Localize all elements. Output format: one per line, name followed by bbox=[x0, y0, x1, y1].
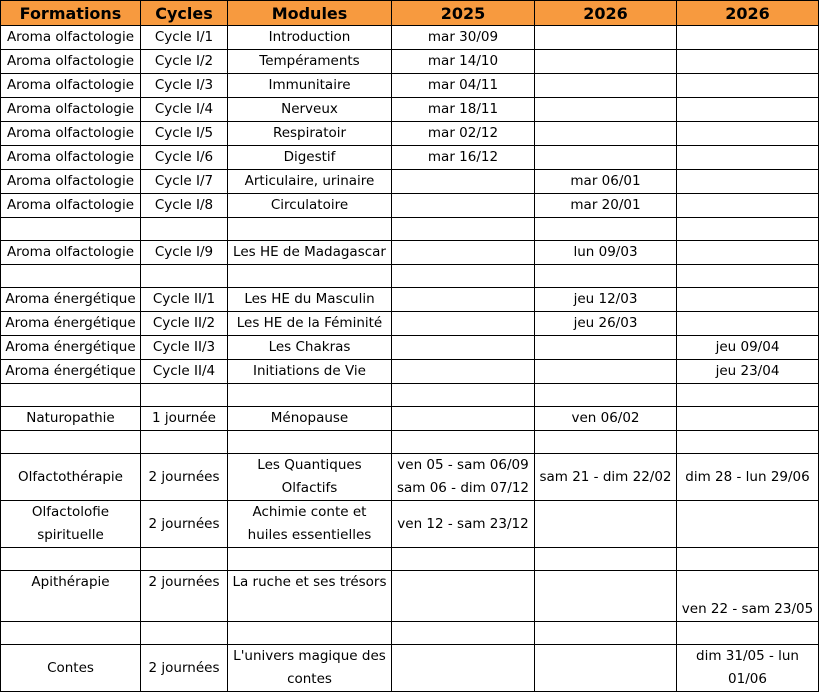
header-row bbox=[1, 1, 819, 26]
empty-cell bbox=[677, 384, 819, 407]
cell-cycle: Cycle II/4 bbox=[141, 360, 228, 384]
cell-module: Circulatoire bbox=[228, 194, 392, 218]
cell-2026-b bbox=[677, 26, 819, 50]
table-row bbox=[1, 26, 819, 50]
cell-cycle: Cycle I/6 bbox=[141, 146, 228, 170]
cell-line: dim 28 - lun 29/06 bbox=[685, 468, 810, 485]
cell-cycle: Cycle II/3 bbox=[141, 336, 228, 360]
cell-2026-a bbox=[535, 74, 677, 98]
table-row bbox=[1, 241, 819, 265]
spacer-row bbox=[1, 622, 819, 645]
cell-formation: Aroma énergétique bbox=[1, 288, 141, 312]
cell-line: ven 12 - sam 23/12 bbox=[397, 515, 529, 532]
empty-cell bbox=[535, 548, 677, 571]
empty-cell bbox=[228, 431, 392, 454]
cell-2025 bbox=[392, 454, 535, 501]
cell-line: dim 31/05 - lun bbox=[696, 648, 799, 664]
cell-line: Olfactolofie bbox=[31, 504, 110, 520]
cell-2026-a: jeu 26/03 bbox=[535, 312, 677, 336]
cell-2026-b bbox=[677, 454, 819, 501]
cell-2026-a bbox=[535, 98, 677, 122]
cell-2026-a: mar 06/01 bbox=[535, 170, 677, 194]
empty-cell bbox=[228, 622, 392, 645]
cell-2026-b: jeu 09/04 bbox=[677, 336, 819, 360]
schedule-body bbox=[1, 26, 819, 692]
cell-2026-a bbox=[535, 645, 677, 692]
cell-cycle: Cycle I/8 bbox=[141, 194, 228, 218]
cell-cycle: Cycle I/2 bbox=[141, 50, 228, 74]
cell-2025 bbox=[392, 241, 535, 265]
cell-2026-a: mar 20/01 bbox=[535, 194, 677, 218]
spacer-row bbox=[1, 548, 819, 571]
empty-cell bbox=[677, 265, 819, 288]
cell-line: ven 05 - sam 06/09 bbox=[397, 457, 529, 473]
cell-2026-a bbox=[535, 571, 677, 622]
cell-formation: Aroma olfactologie bbox=[1, 50, 141, 74]
table-row bbox=[1, 407, 819, 431]
empty-cell bbox=[228, 384, 392, 407]
cell-formation bbox=[1, 645, 141, 692]
empty-cell bbox=[141, 431, 228, 454]
cell-module: Immunitaire bbox=[228, 74, 392, 98]
cell-2026-b bbox=[677, 170, 819, 194]
table-row bbox=[1, 312, 819, 336]
cell-module bbox=[228, 645, 392, 692]
cell-2026-a: lun 09/03 bbox=[535, 241, 677, 265]
table-row bbox=[1, 501, 819, 548]
empty-cell bbox=[141, 218, 228, 241]
cell-2025 bbox=[392, 336, 535, 360]
cell-module: Les Chakras bbox=[228, 336, 392, 360]
cell-2026-b bbox=[677, 122, 819, 146]
cell-formation: Aroma énergétique bbox=[1, 312, 141, 336]
cell-module: Respiratoir bbox=[228, 122, 392, 146]
table-row bbox=[1, 194, 819, 218]
cell-2026-b bbox=[677, 645, 819, 692]
cell-2026-b bbox=[677, 312, 819, 336]
cell-2026-b bbox=[677, 194, 819, 218]
table-row bbox=[1, 571, 819, 622]
empty-cell bbox=[392, 548, 535, 571]
cell-line: sam 06 - dim 07/12 bbox=[396, 480, 530, 496]
table-row bbox=[1, 146, 819, 170]
empty-cell bbox=[1, 622, 141, 645]
cell-formation: Aroma olfactologie bbox=[1, 194, 141, 218]
empty-cell bbox=[1, 384, 141, 407]
table-row bbox=[1, 645, 819, 692]
empty-cell bbox=[392, 384, 535, 407]
cell-2025 bbox=[392, 501, 535, 548]
empty-cell bbox=[1, 431, 141, 454]
empty-cell bbox=[1, 265, 141, 288]
cell-cycle: 2 journées bbox=[141, 454, 228, 501]
cell-2026-b bbox=[677, 98, 819, 122]
empty-cell bbox=[1, 218, 141, 241]
header-2026-a: 2026 bbox=[535, 1, 677, 26]
cell-formation: Aroma olfactologie bbox=[1, 146, 141, 170]
cell-2026-b bbox=[677, 74, 819, 98]
empty-cell bbox=[228, 218, 392, 241]
cell-formation: Aroma énergétique bbox=[1, 336, 141, 360]
table-row bbox=[1, 336, 819, 360]
cell-cycle: Cycle I/9 bbox=[141, 241, 228, 265]
header-modules: Modules bbox=[228, 1, 392, 26]
cell-line: 01/06 bbox=[728, 671, 767, 687]
cell-module: La ruche et ses trésors bbox=[228, 571, 392, 622]
cell-cycle: Cycle II/1 bbox=[141, 288, 228, 312]
table-row bbox=[1, 170, 819, 194]
cell-module: Digestif bbox=[228, 146, 392, 170]
cell-2026-a bbox=[535, 26, 677, 50]
cell-cycle: 2 journées bbox=[141, 571, 228, 622]
cell-cycle: 2 journées bbox=[141, 501, 228, 548]
cell-formation: Aroma olfactologie bbox=[1, 74, 141, 98]
cell-line: Olfactifs bbox=[281, 480, 338, 496]
spacer-row bbox=[1, 384, 819, 407]
header-formations: Formations bbox=[1, 1, 141, 26]
cell-2026-b bbox=[677, 288, 819, 312]
cell-cycle: Cycle I/5 bbox=[141, 122, 228, 146]
empty-cell bbox=[392, 431, 535, 454]
table-row bbox=[1, 454, 819, 501]
empty-cell bbox=[535, 265, 677, 288]
cell-2026-b bbox=[677, 146, 819, 170]
table-row bbox=[1, 288, 819, 312]
cell-2025: mar 18/11 bbox=[392, 98, 535, 122]
cell-2025 bbox=[392, 407, 535, 431]
cell-module bbox=[228, 501, 392, 548]
table-row bbox=[1, 74, 819, 98]
empty-cell bbox=[141, 622, 228, 645]
cell-module: Ménopause bbox=[228, 407, 392, 431]
table-row bbox=[1, 50, 819, 74]
cell-formation bbox=[1, 501, 141, 548]
empty-cell bbox=[392, 218, 535, 241]
cell-cycle: 2 journées bbox=[141, 645, 228, 692]
empty-cell bbox=[392, 622, 535, 645]
spacer-row bbox=[1, 431, 819, 454]
cell-2025: mar 02/12 bbox=[392, 122, 535, 146]
cell-line: Achimie conte et bbox=[252, 504, 367, 520]
spacer-row bbox=[1, 218, 819, 241]
cell-2026-b: ven 22 - sam 23/05 bbox=[677, 571, 819, 622]
cell-line: huiles essentielles bbox=[247, 527, 372, 543]
cell-2025: mar 04/11 bbox=[392, 74, 535, 98]
cell-2026-b bbox=[677, 241, 819, 265]
cell-line: Les Quantiques bbox=[257, 457, 362, 473]
empty-cell bbox=[535, 622, 677, 645]
cell-line: contes bbox=[287, 671, 332, 687]
cell-2025: mar 30/09 bbox=[392, 26, 535, 50]
table-row bbox=[1, 98, 819, 122]
cell-2026-b bbox=[677, 50, 819, 74]
table-row bbox=[1, 122, 819, 146]
cell-formation: Apithérapie bbox=[1, 571, 141, 622]
cell-2025 bbox=[392, 288, 535, 312]
cell-cycle: 1 journée bbox=[141, 407, 228, 431]
cell-2026-a bbox=[535, 50, 677, 74]
cell-2026-b: jeu 23/04 bbox=[677, 360, 819, 384]
cell-module: Les HE de Madagascar bbox=[228, 241, 392, 265]
cell-formation: Aroma olfactologie bbox=[1, 241, 141, 265]
cell-2026-a bbox=[535, 146, 677, 170]
cell-2026-a bbox=[535, 360, 677, 384]
empty-cell bbox=[392, 265, 535, 288]
cell-2025 bbox=[392, 170, 535, 194]
empty-cell bbox=[1, 548, 141, 571]
spacer-row bbox=[1, 265, 819, 288]
empty-cell bbox=[535, 384, 677, 407]
cell-2026-a bbox=[535, 336, 677, 360]
empty-cell bbox=[677, 431, 819, 454]
cell-line: spirituelle bbox=[37, 527, 104, 543]
cell-cycle: Cycle II/2 bbox=[141, 312, 228, 336]
empty-cell bbox=[535, 431, 677, 454]
cell-2026-a: ven 06/02 bbox=[535, 407, 677, 431]
cell-2026-a bbox=[535, 122, 677, 146]
cell-formation: Olfactothérapie bbox=[1, 454, 141, 501]
empty-cell bbox=[677, 622, 819, 645]
empty-cell bbox=[228, 265, 392, 288]
cell-2026-b bbox=[677, 407, 819, 431]
cell-2025: mar 16/12 bbox=[392, 146, 535, 170]
cell-line: sam 21 - dim 22/02 bbox=[539, 468, 672, 485]
cell-2025 bbox=[392, 312, 535, 336]
cell-2026-a: jeu 12/03 bbox=[535, 288, 677, 312]
header-2026-b: 2026 bbox=[677, 1, 819, 26]
header-2025: 2025 bbox=[392, 1, 535, 26]
cell-cycle: Cycle I/7 bbox=[141, 170, 228, 194]
cell-module: Initiations de Vie bbox=[228, 360, 392, 384]
cell-formation: Aroma olfactologie bbox=[1, 26, 141, 50]
empty-cell bbox=[677, 548, 819, 571]
cell-module: Introduction bbox=[228, 26, 392, 50]
cell-2025 bbox=[392, 645, 535, 692]
cell-module: Les HE du Masculin bbox=[228, 288, 392, 312]
cell-cycle: Cycle I/4 bbox=[141, 98, 228, 122]
cell-2025 bbox=[392, 194, 535, 218]
cell-line: L'univers magique des bbox=[233, 648, 386, 664]
empty-cell bbox=[677, 218, 819, 241]
cell-2026-a bbox=[535, 454, 677, 501]
cell-formation: Aroma olfactologie bbox=[1, 170, 141, 194]
empty-cell bbox=[535, 218, 677, 241]
cell-formation: Aroma olfactologie bbox=[1, 122, 141, 146]
empty-cell bbox=[141, 384, 228, 407]
cell-formation: Aroma olfactologie bbox=[1, 98, 141, 122]
cell-2025: mar 14/10 bbox=[392, 50, 535, 74]
cell-module: Nerveux bbox=[228, 98, 392, 122]
empty-cell bbox=[141, 265, 228, 288]
cell-line: Contes bbox=[47, 659, 94, 676]
header-cycles: Cycles bbox=[141, 1, 228, 26]
cell-module: Tempéraments bbox=[228, 50, 392, 74]
empty-cell bbox=[141, 548, 228, 571]
cell-2025 bbox=[392, 360, 535, 384]
cell-2026-a bbox=[535, 501, 677, 548]
empty-cell bbox=[228, 548, 392, 571]
cell-cycle: Cycle I/1 bbox=[141, 26, 228, 50]
cell-formation: Aroma énergétique bbox=[1, 360, 141, 384]
cell-cycle: Cycle I/3 bbox=[141, 74, 228, 98]
cell-module: Articulaire, urinaire bbox=[228, 170, 392, 194]
cell-formation: Naturopathie bbox=[1, 407, 141, 431]
cell-2025 bbox=[392, 571, 535, 622]
table-row bbox=[1, 360, 819, 384]
cell-module bbox=[228, 454, 392, 501]
cell-2026-b bbox=[677, 501, 819, 548]
cell-module: Les HE de la Féminité bbox=[228, 312, 392, 336]
